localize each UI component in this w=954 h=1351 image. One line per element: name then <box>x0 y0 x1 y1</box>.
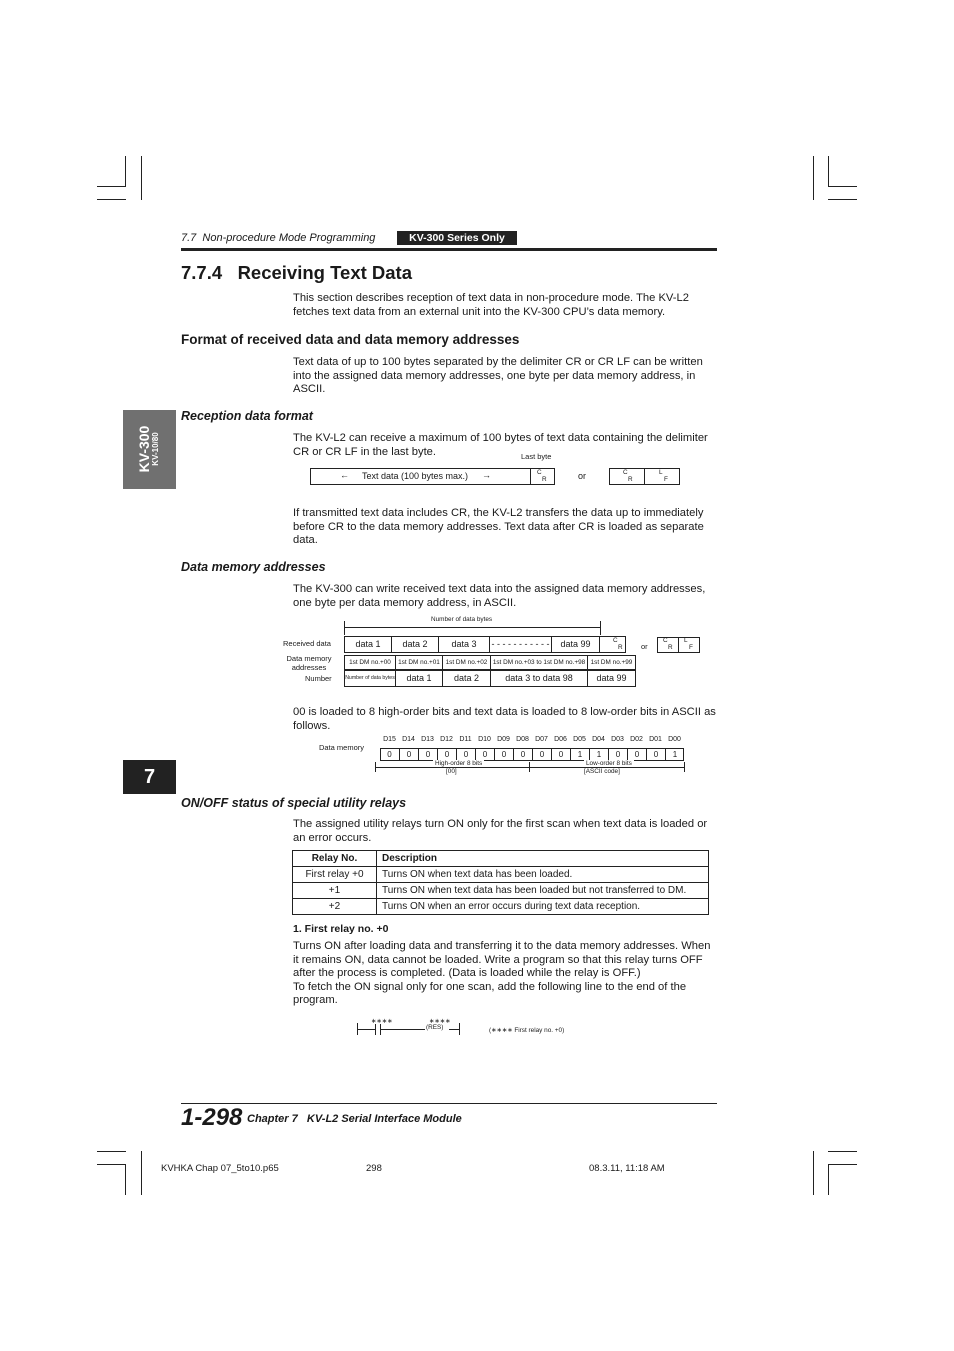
row-label-received: Received data <box>283 639 331 648</box>
received-cell: data 2 <box>391 636 439 653</box>
bit-value: 1 <box>665 748 684 761</box>
address-cell: 1st DM no.+01 <box>395 655 443 670</box>
contact-label: ∗∗∗∗ <box>371 1018 393 1025</box>
coil-label: ∗∗∗∗ <box>429 1018 451 1025</box>
reception-text: The KV-L2 can receive a maximum of 100 bytes of text data containing the delimiter CR or CR LF in the last byte. <box>293 432 708 458</box>
bit-header: D02 <box>630 736 643 743</box>
bit-value: 0 <box>437 748 456 761</box>
bit-value: 0 <box>513 748 532 761</box>
dm-diagram: Number of data bytes Received data Data memory addresses Number data 1 data 2 data 3 - - - - - - - - - - - data 99 C R or C R L F 1st DM no.+00 1st DM no.+01 1st DM no.+02 1st DM no.+03 to 1st DM no.+98 1st DM no.+99 Number of data bytes data 1 data 2 data 3 to data 98 data 99 <box>280 612 710 692</box>
or-label: or <box>641 642 648 651</box>
description-cell: Turns ON when text data has been loaded but not transferred to DM. <box>377 883 709 899</box>
text-data-label: Text data (100 bytes max.) <box>362 471 469 481</box>
section-intro: Text data of up to 100 bytes separated by the delimiter CR or CR LF can be written into the assigned data memory addresses, one byte per data memory address, in ASCII. <box>293 356 703 396</box>
ladder-note: (∗∗∗∗ First relay no. +0) <box>489 1027 565 1034</box>
first-relay-text: Turns ON after loading data and transferring it to the data memory addresses. When it remains ON, data cannot be loaded. Write a program so that this relay turns OFF after the process is completed. (Data is loaded while the relay is OFF.) To fetch the ON signal only for one scan, add the following line to the end of the program. <box>293 940 711 1007</box>
bit-value: 1 <box>570 748 589 761</box>
coil-res: (RES) <box>426 1024 444 1031</box>
num-bytes-label: Number of data bytes <box>431 616 493 623</box>
row-label-number: Number <box>305 674 332 683</box>
table-row <box>293 867 709 883</box>
arrow-right-icon: → <box>482 470 491 480</box>
table-row <box>293 899 709 915</box>
number-cell: data 99 <box>587 670 636 687</box>
dm-heading: Data memory addresses <box>181 560 326 574</box>
bit-value: 0 <box>387 750 392 759</box>
bit-value: 0 <box>551 748 570 761</box>
bit-diagram <box>318 736 688 778</box>
bit-header: D14 <box>402 736 415 743</box>
high-bits-label: High-order 8 bits <box>435 760 483 767</box>
last-byte-label: Last byte <box>521 452 552 461</box>
description-cell: Turns ON when text data has been loaded. <box>377 867 709 883</box>
relay-no-cell: +2 <box>293 899 377 915</box>
reception-heading: Reception data format <box>181 409 313 423</box>
address-cell: 1st DM no.+03 to 1st DM no.+98 <box>490 655 588 670</box>
side-tab-sub: KV-10/80 <box>151 432 160 466</box>
bit-value: 0 <box>475 748 494 761</box>
side-tab-kv300 <box>123 410 176 489</box>
relays-heading: ON/OFF status of special utility relays <box>181 796 407 810</box>
address-cell: 1st DM no.+02 <box>442 655 491 670</box>
row-label-addresses: Data memory addresses <box>286 654 332 672</box>
bit-header: D09 <box>497 736 510 743</box>
table-row <box>293 883 709 899</box>
arrow-left-icon: ← <box>340 470 349 480</box>
bit-header: D04 <box>592 736 605 743</box>
bit-header: D06 <box>554 736 567 743</box>
bit-header: D08 <box>516 736 529 743</box>
received-cell: data 3 <box>438 636 490 653</box>
page-number: 1-298 <box>181 1104 243 1131</box>
bit-value: 0 <box>456 748 475 761</box>
dm-after: 00 is loaded to 8 high-order bits and text data is loaded to 8 low-order bits in ASCII as follows. <box>293 706 716 732</box>
side-tab-main: KV-300 <box>136 425 152 473</box>
print-file: KVHKA Chap 07_5to10.p65 <box>161 1163 279 1174</box>
description-cell: Turns ON when an error occurs during text data reception. <box>377 899 709 915</box>
relay-no-cell: First relay +0 <box>293 867 377 883</box>
number-cell: data 1 <box>395 670 443 687</box>
dm-text: The KV-300 can write received text data into the assigned data memory addresses, one byte per data memory address, in ASCII. <box>293 583 706 609</box>
series-badge: KV-300 Series Only <box>397 231 517 245</box>
bit-header: D05 <box>573 736 586 743</box>
low-bits-code: [ASCII code] <box>584 768 620 775</box>
bit-header: D03 <box>611 736 624 743</box>
number-cell: data 3 to data 98 <box>490 670 588 687</box>
address-cell: 1st DM no.+99 <box>587 655 636 670</box>
bit-header: D01 <box>649 736 662 743</box>
bit-header: D15 <box>383 736 396 743</box>
column-header: Relay No. <box>293 851 377 867</box>
bit-header: D13 <box>421 736 434 743</box>
data-memory-label: Data memory <box>319 743 365 752</box>
relay-table <box>292 850 709 915</box>
number-cell: data 2 <box>442 670 491 687</box>
first-relay-heading: 1. First relay no. +0 <box>293 923 389 935</box>
relays-text: The assigned utility relays turn ON only for the first scan when text data is loaded or an error occurs. <box>293 818 708 844</box>
section-heading: Format of received data and data memory addresses <box>181 332 520 347</box>
bit-header: D10 <box>478 736 491 743</box>
bit-value: 0 <box>627 748 646 761</box>
print-date: 08.3.11, 11:18 AM <box>589 1163 665 1174</box>
bit-header: D00 <box>668 736 681 743</box>
bit-value: 0 <box>646 748 665 761</box>
reception-diagram: Last byte ← Text data (100 bytes max.) → C R or C R L F <box>310 450 690 490</box>
bit-value: 0 <box>608 748 627 761</box>
high-bits-code: [00] <box>446 768 457 775</box>
header-section: 7.7 Non-procedure Mode Programming <box>181 232 376 244</box>
address-cell: 1st DM no.+00 <box>344 655 396 670</box>
received-cell: - - - - - - - - - - - <box>489 636 552 653</box>
bit-value: 0 <box>532 748 551 761</box>
number-cell: Number of data bytes <box>344 670 396 687</box>
received-cell: data 99 <box>551 636 600 653</box>
bit-value: 0 <box>494 748 513 761</box>
footer-chapter: Chapter 7 KV-L2 Serial Interface Module <box>247 1113 462 1125</box>
bit-header: D07 <box>535 736 548 743</box>
chapter-tab: 7 <box>123 760 176 794</box>
bit-header: D11 <box>459 736 472 743</box>
page-title: 7.7.4 Receiving Text Data <box>181 262 413 283</box>
print-page: 298 <box>366 1163 382 1174</box>
low-bits-label: Low-order 8 bits <box>586 760 632 767</box>
bit-value: 1 <box>589 748 608 761</box>
or-label: or <box>578 471 587 481</box>
relay-no-cell: +1 <box>293 883 377 899</box>
intro-text: This section describes reception of text data in non-procedure mode. The KV-L2 fetches text data from an external unit into the KV-300 CPU’s data memory. <box>293 292 689 318</box>
reception-after: If transmitted text data includes CR, the KV-L2 transfers the data up to immediately before CR to the data memory addresses. Text data after CR is loaded as separate data. <box>293 507 704 547</box>
bit-value: 0 <box>418 748 437 761</box>
ladder-diagram <box>357 1017 587 1039</box>
received-cell: data 1 <box>344 636 392 653</box>
bit-value: 0 <box>399 748 418 761</box>
column-header: Description <box>377 851 709 867</box>
running-header <box>181 231 717 251</box>
bit-header: D12 <box>440 736 453 743</box>
